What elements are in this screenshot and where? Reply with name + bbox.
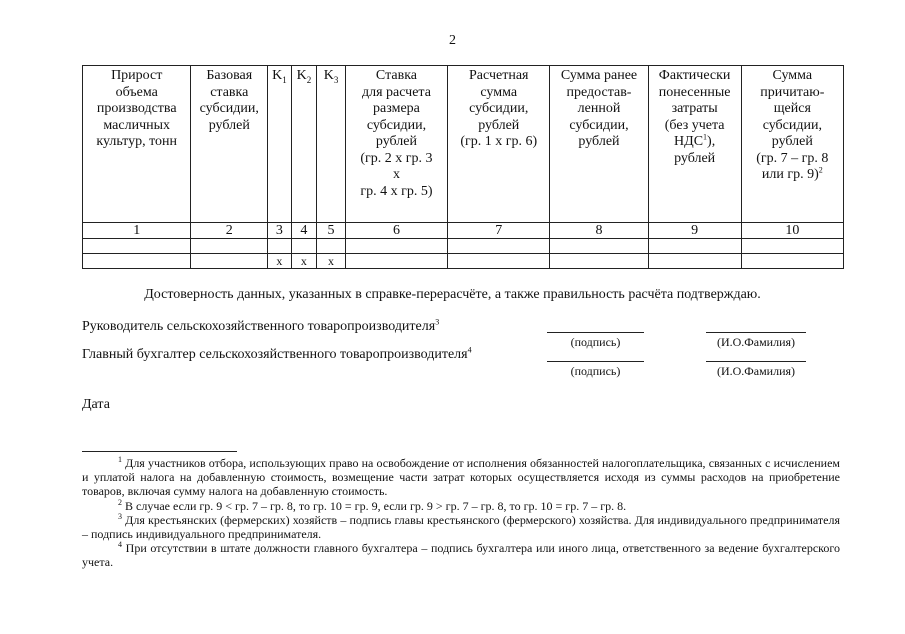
table-cell: [191, 254, 268, 269]
column-number: 4: [291, 223, 317, 239]
head-signature-label: Руководитель сельскохозяйственного товаропроизводителя$^3$: [82, 317, 440, 334]
table-cell: [648, 239, 741, 254]
header-cell-6: Ставка для расчета размера субсидии, рублей (гр. 2 х гр. 3 х гр. 4 х гр. 5): [345, 66, 447, 223]
footnotes: [82, 456, 840, 570]
table-cell: [317, 239, 346, 254]
calculation-table: [82, 65, 844, 269]
table-cell: [191, 239, 268, 254]
footnote-2: $^2$ В случае если гр. 9 < гр. 7 – гр. 8, то гр. 10 = гр. 9, если гр. 9 > гр. 7 – гр. 8, то гр. 10 = гр. 7 – гр. 8.: [118, 497, 627, 513]
column-numbers-row: [83, 223, 844, 239]
column-number: 5: [317, 223, 346, 239]
confirmation-statement: Достоверность данных, указанных в справке-перерасчёте, а также правильность расчёта подтверждаю.: [144, 287, 761, 302]
table-row-empty: [83, 239, 844, 254]
table-cell: [648, 254, 741, 269]
header-cell-7: Расчетная сумма субсидии, рублей (гр. 1 х гр. 6): [448, 66, 550, 223]
table-cell: [345, 239, 447, 254]
footnote-3: $^3$ Для крестьянских (фермерских) хозяйств – подпись главы крестьянского (фермерского) хозяйства. Для индивидуального предпринимателя – подпись индивидуального предпринимателя.: [82, 511, 840, 542]
header-cell-k3: $K_3$: [317, 66, 346, 223]
head-name-caption: (И.О.Фамилия): [716, 335, 796, 349]
header-cell-10: Сумма причитаю- щейся субсидии, рублей (гр. 7 – гр. 8 или гр. 9)$^2$: [741, 66, 843, 223]
x-mark: x: [291, 254, 317, 269]
x-mark: x: [317, 254, 346, 269]
page-number: 2: [449, 33, 456, 48]
accountant-name-caption: (И.О.Фамилия): [716, 364, 796, 378]
column-number: 2: [191, 223, 268, 239]
accountant-signature-caption: (подпись): [570, 364, 621, 378]
header-cell-k1: $K_1$: [268, 66, 292, 223]
table-cell: [448, 239, 550, 254]
footnote-4: $^4$ При отсутствии в штате должности главного бухгалтера – подпись бухгалтера или иного лица, ответственного за ведение бухгалтерского учета.: [82, 540, 840, 570]
column-number: 7: [448, 223, 550, 239]
table-header-row: [83, 66, 844, 223]
table-cell: [550, 254, 648, 269]
table-cell: [83, 254, 191, 269]
x-mark: x: [268, 254, 292, 269]
table-cell: [741, 254, 843, 269]
footnote-1: $^1$ Для участников отбора, использующих право на освобождение от исполнения обязанностей налогоплательщика, связанных с исчислением и уплатой налога на добавленную стоимость, возмещение части затрат которых осуществляется исходя из суммы расходов на приобретение товаров, включая сумму налога на добавленную стоимость.: [82, 455, 840, 499]
header-cell-k2: $K_2$: [291, 66, 317, 223]
table-cell: [268, 239, 292, 254]
column-number: 9: [648, 223, 741, 239]
table-cell: [345, 254, 447, 269]
table-cell: [448, 254, 550, 269]
header-cell-9: Фактически понесенные затраты (без учета НДС$^1$), рублей: [648, 66, 741, 223]
header-cell-2: Базовая ставка субсидии, рублей: [191, 66, 268, 223]
head-name-line: [706, 332, 806, 333]
column-number: 1: [83, 223, 191, 239]
column-number: 6: [345, 223, 447, 239]
accountant-signature-label: Главный бухгалтер сельскохозяйственного товаропроизводителя$^4$: [82, 345, 472, 362]
footnote-divider: [82, 451, 237, 452]
table-cell: [83, 239, 191, 254]
table-cell: [741, 239, 843, 254]
column-number: 3: [268, 223, 292, 239]
table-cell: [291, 239, 317, 254]
head-signature-line: [547, 332, 644, 333]
accountant-name-line: [706, 361, 806, 362]
header-cell-8: Сумма ранее предостав- ленной субсидии, рублей: [550, 66, 648, 223]
date-label: Дата: [82, 397, 110, 412]
head-signature-caption: (подпись): [570, 335, 621, 349]
header-cell-1: Прирост объема производства масличных культур, тонн: [83, 66, 191, 223]
table-cell: [550, 239, 648, 254]
column-number: 8: [550, 223, 648, 239]
column-number: 10: [741, 223, 843, 239]
table-row-x: [83, 254, 844, 269]
accountant-signature-line: [547, 361, 644, 362]
